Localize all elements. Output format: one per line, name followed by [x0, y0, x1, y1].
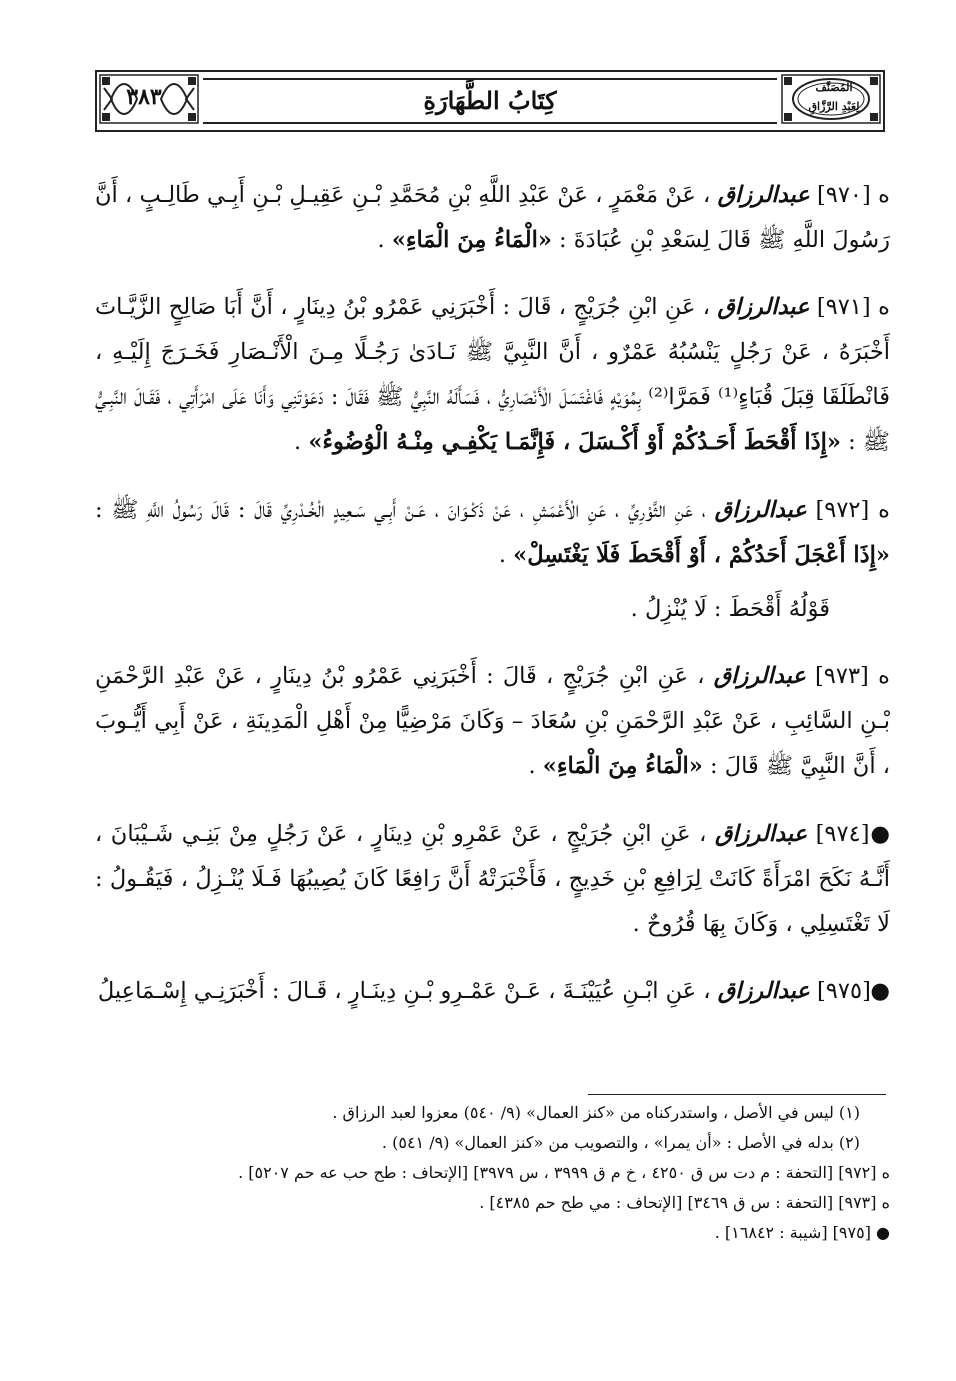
- entry-author: عبدالرزاق: [714, 820, 808, 847]
- footnote-divider: [588, 1094, 886, 1095]
- entry-marker: ه: [878, 496, 890, 523]
- page-header: [95, 70, 885, 132]
- footnote: [95, 1158, 890, 1188]
- entry-tail: .: [294, 429, 309, 455]
- entry-text: ، عَنِ ابْنِ جُرَيْجٍ ، عَنْ عَمْرِو بْنِ دِينَارٍ ، عَنْ رَجُلٍ مِنْ بَنِـي شَـيْبَانَ ، أَنَّـهُ نَكَحَ امْرَأَةً كَانَتْ لِرَافِعِ بْنِ خَدِيجٍ ، فَأَخْبَرَتْهُ أَنَّ رَافِعًا كَانَ يُصِيبُهَا فَـلَا يُنْـزِلُ ، فَيَقُـولُ : لَا تَغْتَسِلِي ، وَكَانَ بِهَا قُرُوحٌ .: [95, 820, 890, 937]
- logo-line: المُصَنَّف: [815, 81, 853, 94]
- main-text: [95, 150, 890, 1023]
- entry-author: عبدالرزاق: [717, 181, 810, 208]
- hadith-entry: [95, 969, 890, 1014]
- entry-author: عبدالرزاق: [717, 978, 810, 1004]
- entry-quote: «إِذَا أَعْجَلَ أَحَدُكُمْ ، أَوْ أَقْحَطَ فَلَا يَغْتَسِلْ»: [513, 541, 890, 568]
- book-logo: [795, 78, 873, 118]
- hadith-entry: [95, 173, 890, 263]
- entry-author: عبدالرزاق: [713, 663, 806, 689]
- chapter-title: كِتَابُ الطَّهَارَةِ: [423, 86, 557, 115]
- entry-author: عبدالرزاق: [717, 294, 810, 320]
- hadith-entry: [95, 812, 890, 947]
- footnote-text: [٩٧٥] [شيبة : ١٦٨٤٢] .: [714, 1223, 871, 1242]
- entry-text: ، عَنِ الثَّوْرِيِّ ، عَنِ الْأَعْمَشِ ، عَنْ ذَكْـوَانَ ، عَـنْ أَبِـي سَـعِيدٍ الْخُـدْرِيِّ قَالَ : قَالَ رَسُولُ اللَّهِ ﷺ :: [95, 496, 706, 523]
- entry-author: عبدالرزاق: [714, 496, 807, 523]
- entry-quote: «إِذَا أَقْحَطَ أَحَـدُكُمْ أَوْ أَكْـسَلَ ، فَإِنَّمَـا يَكْفِـي مِنْـهُ الْوُضُوءُ»: [308, 429, 841, 455]
- footnotes: [95, 1098, 890, 1248]
- entry-tail: .: [528, 753, 543, 779]
- entry-quote: «الْمَاءُ مِنَ الْمَاءِ»: [542, 753, 703, 779]
- entry-number: [٩٧٣]: [815, 663, 869, 689]
- entry-number: [٩٧٢]: [815, 496, 870, 523]
- footnote: [95, 1128, 890, 1158]
- entry-text: ، عَنِ ابْنِ جُرَيْجٍ ، قَالَ : أَخْبَرَنِي عَمْرُو بْنُ دِينَارٍ ، عَنْ عَبْدِ الرَّحْمَنِ بْـنِ السَّائِبِ ، عَنْ عَبْدِ الرَّحْمَنِ بْنِ سُعَادَ – وَكَانَ مَرْضِيًّا مِنْ أَهْلِ الْمَدِينَةِ ، عَنْ أَبِي أَيُّـوبَ ، أَنَّ النَّبِيَّ ﷺ قَالَ :: [95, 663, 890, 779]
- hadith-entry: [95, 654, 890, 789]
- footnote-text: [٩٧٣] [التحفة : س ق ٣٤٦٩] [الإتحاف : مي طح حم ٤٣٨٥] .: [479, 1193, 877, 1212]
- entry-number: [٩٧٠]: [816, 181, 871, 208]
- footnote: [95, 1188, 890, 1218]
- entry-text: ، عَنِ ابْنِ جُرَيْجٍ ، قَالَ : أَخْبَرَنِي عَمْرُو بْنُ دِينَارٍ ، أَنَّ أَبَا صَالِحٍ الزَّيَّـاتَ أَخْبَرَهُ ، عَنْ رَجُلٍ يَنْسُبُهُ عَمْرٌو ، أَنَّ النَّبِيَّ ﷺ نَـادَىٰ رَجُـلًا مِـنَ الْأَنْـصَارِ فَخَـرَجَ إِلَيْـهِ ، فَانْطَلَقَا قِبَلَ قُبَاءٍ⁽¹⁾ فَمَرَّا⁽²⁾ بِمُوَيْهٍ فَاغْتَسَلَ الْأَنْصَارِيُّ ، فَسَأَلَهُ النَّبِيُّ ﷺ فَقَالَ : دَعَوْتَنِي وَأَنَا عَلَى امْرَأَتِي ، فَقَـالَ النَّبِـيُّ ﷺ :: [95, 294, 890, 455]
- hadith-entry: [95, 285, 890, 465]
- entry-text: ، عَنِ ابْـنِ عُيَيْنَـةَ ، عَـنْ عَمْـرِو بْـنِ دِينَـارٍ ، قَـالَ : أَخْبَرَنِـي إِسْـمَاعِيلُ: [97, 978, 711, 1004]
- page-number: ٣٨٣: [126, 84, 162, 110]
- hadith-entry: [95, 488, 890, 578]
- footnote-marker: ه: [881, 1163, 890, 1182]
- entry-text: ، عَنْ مَعْمَرٍ ، عَنْ عَبْدِ اللَّهِ بْنِ مُحَمَّدِ بْـنِ عَقِيـلِ بْـنِ أَبِـي طَالِـبٍ ، أَنَّ رَسُولَ اللَّهِ ﷺ قَالَ لِسَعْدِ بْنِ عُبَادَةَ :: [95, 181, 890, 253]
- entry-marker: ه: [878, 294, 890, 320]
- entry-tail: .: [377, 226, 392, 253]
- footnote: [95, 1218, 890, 1248]
- footnote-marker: ه: [881, 1193, 890, 1212]
- footnote-text: (١) ليس في الأصل ، واستدركناه من «كنز العمال» (٩/ ٥٤٠) معزوا لعبد الرزاق .: [332, 1103, 860, 1122]
- entry-marker: ه: [878, 663, 890, 689]
- footnote-text: (٢) بدله في الأصل : «أن يمرا» ، والتصويب من «كنز العمال» (٩/ ٥٤١) .: [381, 1133, 860, 1152]
- explanation-line: قَوْلُهُ أَقْحَطَ : لَا يُنْزِلُ .: [630, 595, 830, 622]
- footnote-marker: ●: [876, 1223, 890, 1242]
- logo-line: لِعَبْدِ الرَّزَّاقِ: [808, 100, 860, 113]
- footnote: [95, 1098, 890, 1128]
- entry-number: [٩٧٥]: [817, 978, 871, 1004]
- entry-marker: ●: [870, 820, 891, 847]
- entry-number: [٩٧١]: [816, 294, 871, 320]
- entry-marker: ●: [870, 978, 890, 1004]
- entry-marker: ه: [878, 181, 890, 208]
- footnote-text: [٩٧٢] [التحفة : م دت س ق ٤٢٥٠ ، خ م ق ٣٩٩٩ ، س ٣٩٧٩] [الإتحاف : طح حب عه حم ٥٢٠٧] .: [238, 1163, 877, 1182]
- entry-quote: «الْمَاءُ مِنَ الْمَاءِ»: [391, 226, 552, 253]
- entry-tail: .: [498, 541, 514, 568]
- entry-number: [٩٧٤]: [815, 820, 870, 847]
